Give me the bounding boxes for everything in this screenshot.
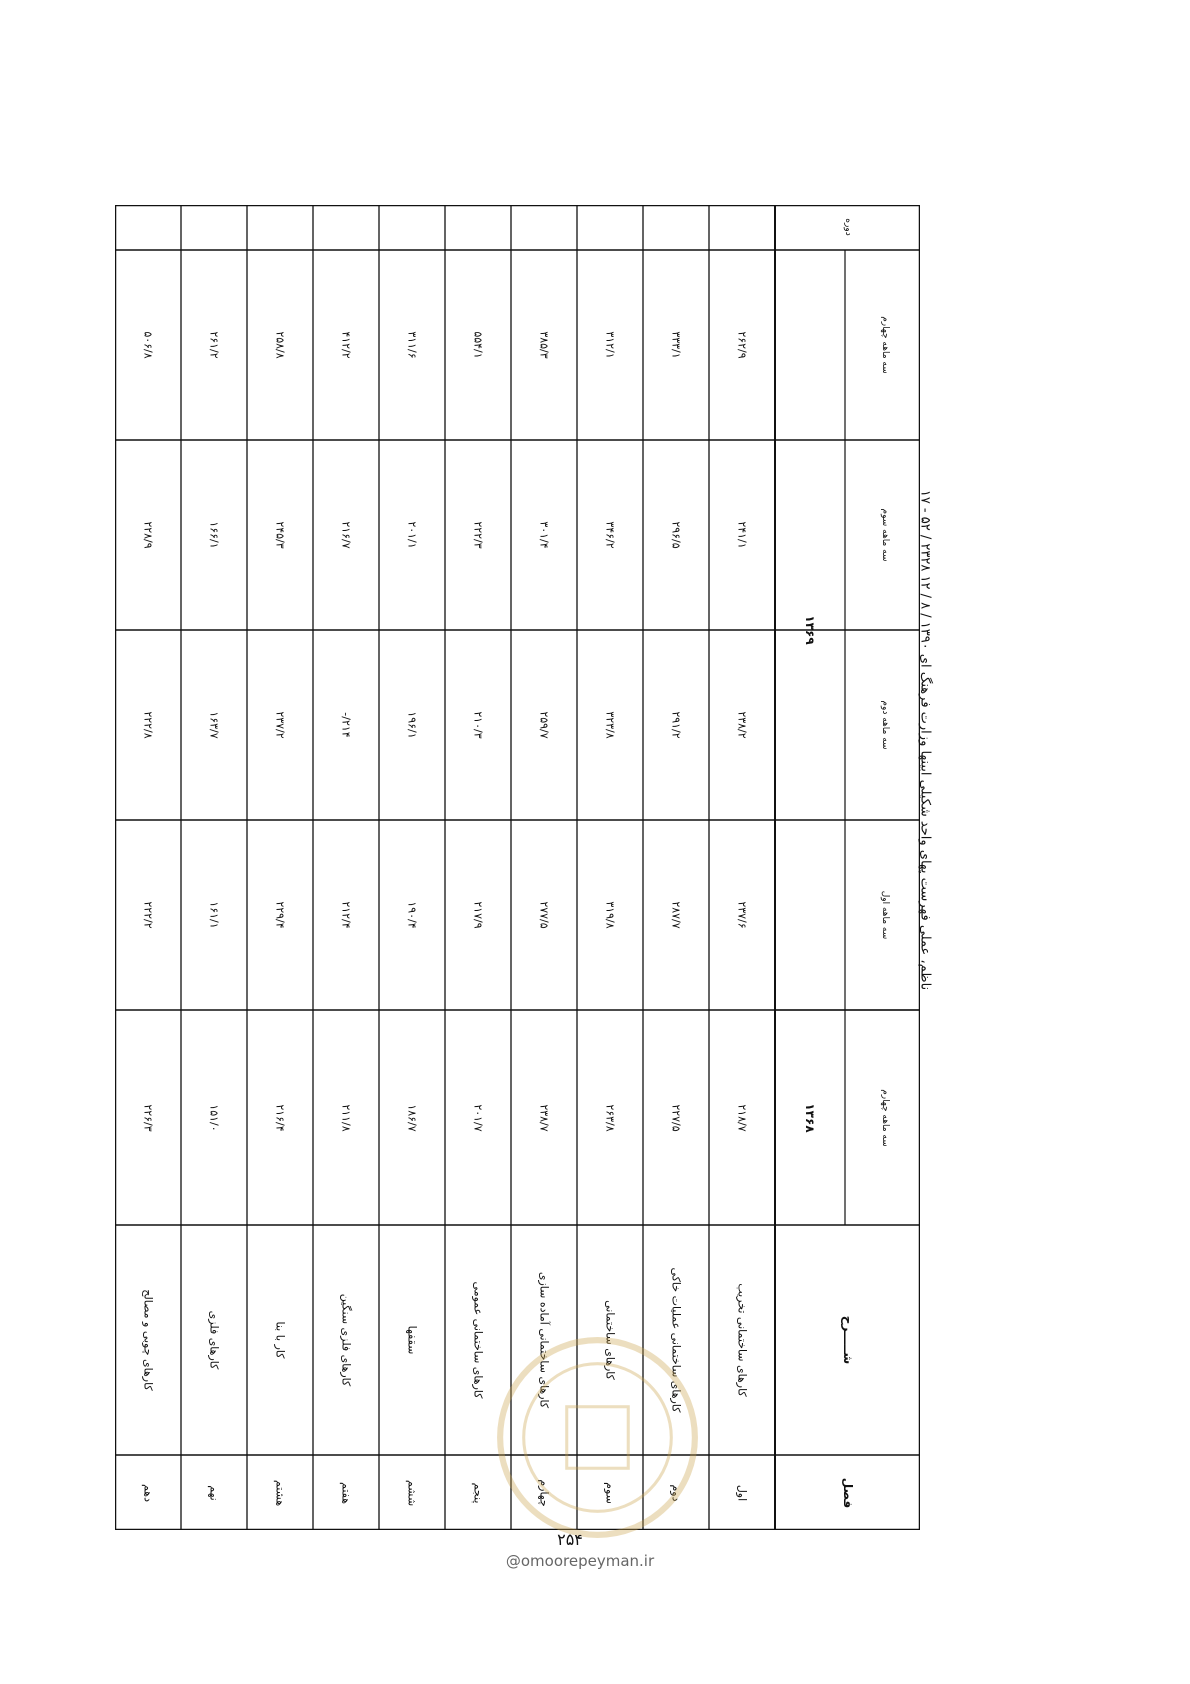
row-value: ۲۱۲/۴ [339,901,353,929]
row-value: ۲۵۹/۷ [537,711,551,739]
row-value: ۵۵۴/۱ [471,331,485,359]
row-value: ۳۱۲/۱ [603,331,617,359]
row-value: ۲۶۱/۲ [207,331,221,359]
row-chapter: نهم [207,1484,221,1501]
header-field: دوره [842,218,853,236]
row-value: ۱۶۶/۱ [207,521,221,549]
row-item: کارهای ساختمانی عمومی [471,1281,485,1399]
row-item: کارهای ساختمانی عملیات خاکی [669,1267,683,1413]
row-value: ۱۶۳/۷ [207,711,221,739]
row-item: کارهای فلزی سنگین [339,1293,353,1387]
row-value: ۲۲۶/۳ [141,1103,155,1132]
row-value: ۳۸۵/۳ [537,331,551,359]
publisher-seal [495,1335,700,1540]
row-chapter: دوم [669,1483,683,1502]
row-value: ۲۲۸/۹ [141,521,155,549]
row-value: ۲۱۸/۷ [735,1103,749,1132]
row-value: ۲۲۹/۴ [273,901,287,929]
row-value: ۲۳۸/۷ [537,1103,551,1132]
row-value: ۲۲۲/۸ [141,711,155,739]
table-grid [115,205,920,1530]
row-value: ۱۶۱/۱ [207,901,221,929]
row-value: ۲۲۷/۵ [669,1103,683,1132]
row-value: ۲۱۷/۹ [471,901,485,929]
row-value: ۲۴۱/۱ [735,521,749,549]
row-value: ۳۴۶/۲ [603,521,617,549]
row-value: ۲۳۸/۲ [735,711,749,739]
document-title: ناظم، عملی فهرست پهای واحد شکیلی ابینها وزارت فرهنگ ای ۱۳۹۰ / ۸ / ۱۲ ۲۳۲۸ / ۵۲ - ۱۷ [917,489,933,991]
row-chapter: هفتم [339,1481,353,1504]
header-quarter: سه ماهه اول [880,890,890,940]
row-value: ۲۱۱/۸ [339,1103,353,1132]
row-value: ۳۲۳/۸ [603,711,617,739]
row-value: ۲۴۵/۳ [273,521,287,549]
row-value: ۲۱۶/۴ [273,1103,287,1132]
row-value: ۲۹۱/۲ [669,711,683,739]
header-quarter: سه ماهه چهارم [880,316,890,374]
row-value: ۱۵۱/۰ [207,1103,221,1132]
row-chapter: دهم [141,1483,155,1502]
header-chapter: فصل [840,1477,855,1508]
row-chapter: پنجم [471,1482,485,1503]
header-year-1368: ۱۳۶۸ [803,1102,817,1133]
row-item: کارهای ساختمانی آماده سازی [537,1271,551,1409]
header-quarter: سه ماهه دوم [880,700,890,750]
row-value: ۲۲۲/۳ [471,521,485,549]
row-chapter: ششم [405,1479,419,1506]
row-item: سقفها [405,1325,419,1355]
row-value: ۳۳۳/۱ [669,331,683,359]
row-chapter: چهارم [537,1478,551,1507]
header-item: شـــــرح [840,1315,855,1365]
row-value: ۲۱۴/- [339,712,353,738]
row-chapter: اول [735,1484,749,1501]
row-value: ۲۱۶/۷ [339,521,353,549]
row-item: کارهای ساختمانی [603,1300,617,1380]
row-value: ۲۱۰/۳ [471,711,485,739]
row-chapter: سوم [603,1481,617,1504]
row-value: ۲۶۲/۹ [735,331,749,359]
price-index-table [115,205,920,1530]
row-item: کارهای فلزی [207,1310,221,1370]
row-chapter: هشتم [273,1479,287,1506]
row-value: ۲۰۱/۱ [405,521,419,549]
row-value: ۳۱۹/۸ [603,901,617,929]
website-watermark: @omoorepeyman.ir [505,1552,655,1570]
row-value: ۴۱۲/۲ [339,331,353,359]
row-item: کارهای ساختمانی تخریب [735,1283,749,1397]
row-item: کار با بنا [273,1321,287,1359]
row-value: ۱۸۶/۷ [405,1103,419,1132]
row-value: ۱۹۶/۱ [405,711,419,739]
row-value: ۲۸۷/۷ [669,901,683,929]
row-value: ۲۳۷/۲ [273,711,287,739]
header-year-1369: ۱۳۶۹ [803,615,817,645]
row-value: ۲۲۲/۲ [141,901,155,929]
row-value: ۵۰۶/۸ [141,331,155,359]
row-value: ۳۰۱/۴ [537,521,551,549]
header-quarter: سه ماهه چهارم [880,1088,890,1147]
row-value: ۱۹۰/۴ [405,901,419,929]
page-number: ۲۵۴ [557,1530,583,1549]
row-value: ۲۰۱/۷ [471,1103,485,1132]
row-value: ۲۵۸/۸ [273,331,287,359]
row-value: ۳۱۱/۶ [405,331,419,359]
row-value: ۲۶۳/۸ [603,1103,617,1132]
row-value: ۲۳۷/۶ [735,901,749,929]
row-item: کارهای چوبی و مصالح [141,1289,155,1391]
header-quarter: سه ماهه سوم [880,508,890,562]
row-value: ۲۷۷/۵ [537,901,551,929]
row-value: ۲۹۶/۵ [669,521,683,549]
